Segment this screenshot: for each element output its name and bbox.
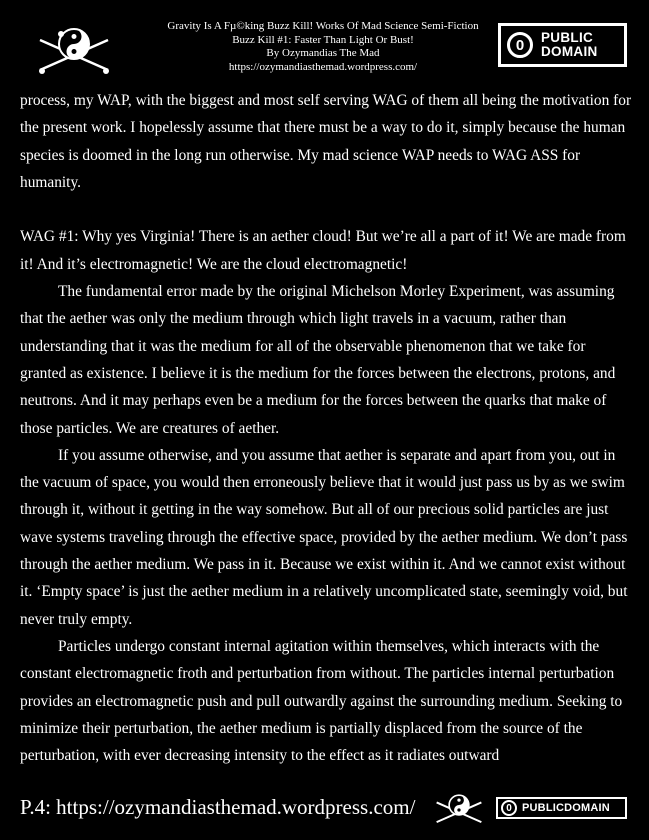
- page-body: [20, 87, 632, 769]
- public-domain-badge: [498, 23, 627, 67]
- paragraph-assume-otherwise: If you assume otherwise, and you assume that aether is separate and apart from you, out in the vacuum of space, you would then erroneously believe that it would just pass us by as we swim through it, without it getting in the way somehow. But all of our precious solid particles are just wave systems traveling through the effective space, provided by the aether medium. We don’t pass through the aether medium. We pass in it. Because we exist within it. And we cannot exist without it. ‘Empty space’ is just the aether medium in a relatively uncomplicated state, seemingly void, but never truly empty.: [20, 446, 628, 628]
- public-domain-icon-small: 0: [501, 800, 517, 816]
- public-domain-badge-small: [496, 797, 627, 819]
- paragraph-michelson-morley: The fundamental error made by the original Michelson Morley Experiment, was assuming that the aether was only the medium through which light travels in a vacuum, rather than understanding that it was the medium for all of the observable phenomenon that we take for granted as existence. I believe it is the medium for the forces between the electrons, protons, and neutrons. And it may perhaps even be a medium for the forces between the quarks that make of those particles. We are creatures of aether.: [20, 283, 616, 437]
- header-author: By Ozymandias The Mad: [266, 47, 380, 59]
- page-number-url: P.4: https://ozymandiasthemad.wordpress.com/: [20, 795, 416, 819]
- header-series-title: Gravity Is A Fµ©king Buzz Kill! Works Of Mad Science Semi-Fiction: [167, 20, 479, 32]
- paragraph-continued: process, my WAP, with the biggest and most self serving WAG of them all being the motivation for the present work. I hopelessly assume that there must be a way to do it, simply because the human species is doomed in the long run otherwise. My mad science WAP needs to WAG ASS for humanity.: [20, 92, 632, 191]
- jolly-roger-yin-yang-logo: [36, 26, 112, 74]
- page-header: [0, 0, 649, 84]
- paragraph-gap: [20, 196, 632, 223]
- jolly-roger-yin-yang-logo-small: [434, 793, 484, 825]
- badge-line-domain: DOMAIN: [541, 44, 598, 59]
- page-footer: [0, 788, 649, 840]
- public-domain-icon: 0: [507, 32, 533, 58]
- header-book-title: Buzz Kill #1: Faster Than Light Or Bust!: [232, 33, 414, 46]
- badge-text-small: PUBLICDOMAIN: [522, 802, 610, 814]
- header-title-block: [138, 20, 508, 74]
- header-url: https://ozymandiasthemad.wordpress.com/: [228, 60, 418, 73]
- paragraph-wag-1: WAG #1: Why yes Virginia! There is an aether cloud! But we’re all a part of it! We are made from it! And it’s electromagnetic! We are the cloud electromagnetic!: [20, 228, 626, 273]
- badge-line-public: PUBLIC: [541, 30, 594, 45]
- paragraph-particles: Particles undergo constant internal agitation within themselves, which interacts with the constant electromagnetic froth and perturbation from without. The particles internal perturbation provides an electromagnetic push and pull outwardly against the surrounding medium. Seeking to minimize their perturbation, the aether medium is partially displaced from the source of the perturbation, with ever decreasing intensity to the effect as it radiates outward: [20, 637, 623, 765]
